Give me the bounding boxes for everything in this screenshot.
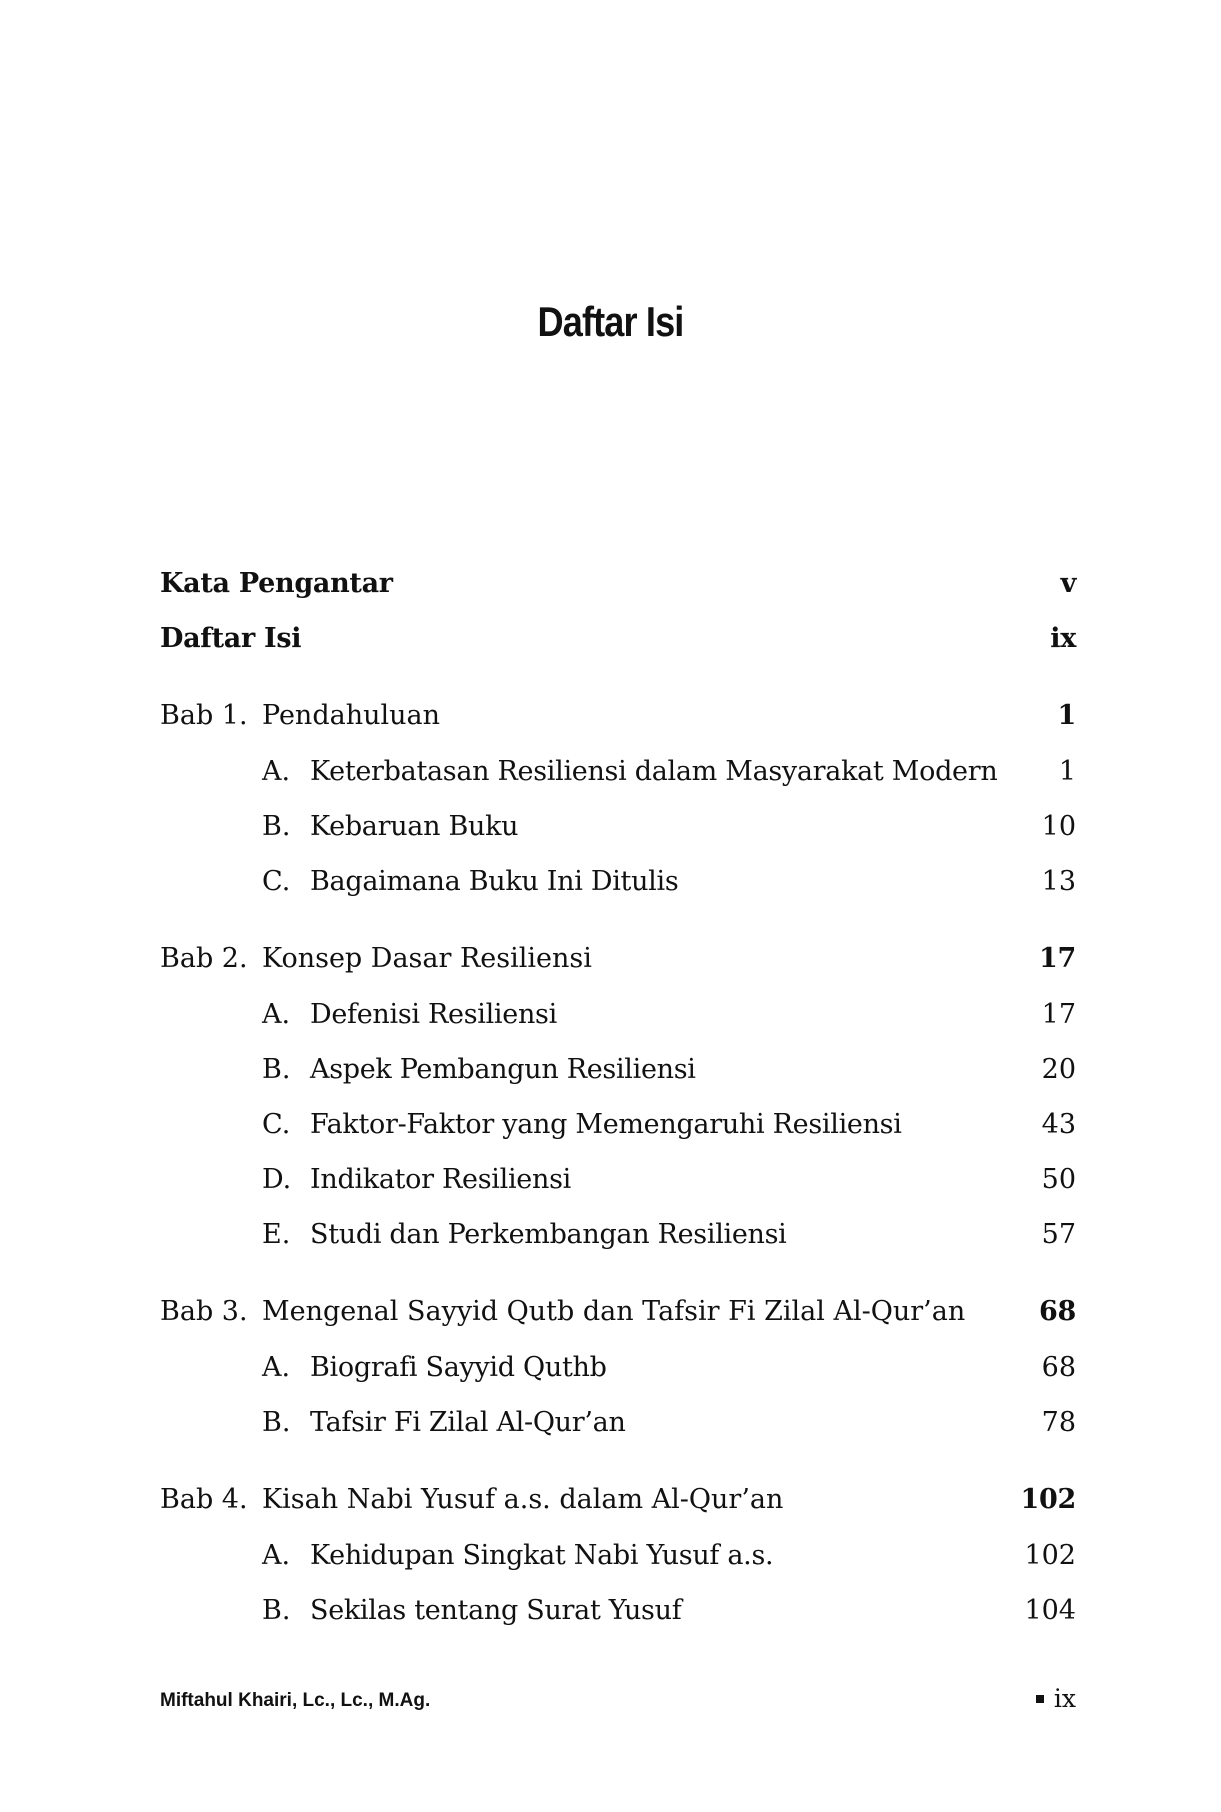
section-page: 102	[1024, 1540, 1076, 1571]
chapter-title: Konsep Dasar Resiliensi	[262, 943, 592, 974]
section-title: Indikator Resiliensi	[310, 1164, 571, 1195]
toc-section	[160, 987, 1076, 1042]
section-page: 43	[1041, 1109, 1076, 1140]
section-title: Bagaimana Buku Ini Ditulis	[310, 866, 679, 897]
chapter-number: Bab 1.	[160, 700, 248, 731]
section-letter: C.	[262, 1109, 291, 1140]
toc-section	[160, 1097, 1076, 1152]
section-page: 78	[1041, 1407, 1076, 1438]
section-page: 57	[1041, 1219, 1076, 1250]
toc-section	[160, 854, 1076, 909]
page-title: Daftar Isi	[537, 298, 684, 345]
chapter-title: Kisah Nabi Yusuf a.s. dalam Al-Qur’an	[262, 1484, 784, 1515]
chapter-number: Bab 3.	[160, 1296, 248, 1327]
section-letter: C.	[262, 866, 291, 897]
section-letter: B.	[262, 1407, 291, 1438]
toc-section	[160, 799, 1076, 854]
section-letter: B.	[262, 811, 291, 842]
section-letter: A.	[262, 1540, 291, 1571]
toc-section	[160, 744, 1076, 799]
toc-section	[160, 1528, 1076, 1583]
chapter-number: Bab 4.	[160, 1484, 248, 1515]
section-page: 13	[1041, 866, 1076, 897]
toc-section	[160, 1583, 1076, 1638]
section-letter: A.	[262, 1352, 291, 1383]
chapter-page: 68	[1039, 1296, 1076, 1327]
section-title: Keterbatasan Resiliensi dalam Masyarakat Modern	[310, 756, 998, 787]
section-title: Sekilas tentang Surat Yusuf	[310, 1595, 682, 1626]
section-letter: D.	[262, 1164, 292, 1195]
toc-chapter	[160, 688, 1076, 744]
footer-page-label: ix	[1053, 1684, 1076, 1713]
toc-section	[160, 1340, 1076, 1395]
toc-chapter	[160, 1472, 1076, 1528]
chapter-number: Bab 2.	[160, 943, 248, 974]
section-title: Tafsir Fi Zilal Al-Qur’an	[310, 1407, 626, 1438]
section-letter: E.	[262, 1219, 291, 1250]
toc-entry-front	[160, 611, 1076, 666]
toc-section	[160, 1207, 1076, 1262]
section-page: 50	[1041, 1164, 1076, 1195]
section-title: Biografi Sayyid Quthb	[310, 1352, 607, 1383]
section-letter: B.	[262, 1595, 291, 1626]
toc-section	[160, 1042, 1076, 1097]
section-title: Defenisi Resiliensi	[310, 999, 557, 1030]
footer-author: Miftahul Khairi, Lc., Lc., M.Ag.	[160, 1690, 431, 1711]
section-letter: A.	[262, 999, 291, 1030]
toc-entry-label: Kata Pengantar	[160, 568, 393, 599]
toc-entry-label: Daftar Isi	[160, 623, 302, 654]
section-title: Studi dan Perkembangan Resiliensi	[310, 1219, 787, 1250]
section-page: 1	[1058, 756, 1076, 787]
chapter-title: Mengenal Sayyid Qutb dan Tafsir Fi Zilal Al-Qur’an	[262, 1296, 966, 1327]
chapter-title: Pendahuluan	[262, 700, 440, 731]
table-of-contents	[160, 556, 1076, 1638]
section-page: 10	[1041, 811, 1076, 842]
section-title: Kehidupan Singkat Nabi Yusuf a.s.	[310, 1540, 774, 1571]
section-page: 17	[1041, 999, 1076, 1030]
section-page: 68	[1041, 1352, 1076, 1383]
section-title: Aspek Pembangun Resiliensi	[310, 1054, 696, 1085]
section-title: Faktor-Faktor yang Memengaruhi Resiliensi	[310, 1109, 902, 1140]
toc-entry-page: v	[1060, 568, 1076, 599]
toc-chapter	[160, 931, 1076, 987]
section-letter: B.	[262, 1054, 291, 1085]
bullet-icon	[1036, 1695, 1044, 1703]
chapter-page: 17	[1039, 943, 1076, 974]
chapter-page: 102	[1020, 1484, 1076, 1515]
section-letter: A.	[262, 756, 291, 787]
section-page: 104	[1024, 1595, 1076, 1626]
toc-section	[160, 1152, 1076, 1207]
section-page: 20	[1041, 1054, 1076, 1085]
toc-section	[160, 1395, 1076, 1450]
toc-chapter	[160, 1284, 1076, 1340]
section-title: Kebaruan Buku	[310, 811, 519, 842]
chapter-page: 1	[1057, 700, 1076, 731]
toc-entry-front	[160, 556, 1076, 611]
toc-entry-page: ix	[1050, 623, 1076, 654]
footer-page-number	[1036, 1684, 1076, 1713]
